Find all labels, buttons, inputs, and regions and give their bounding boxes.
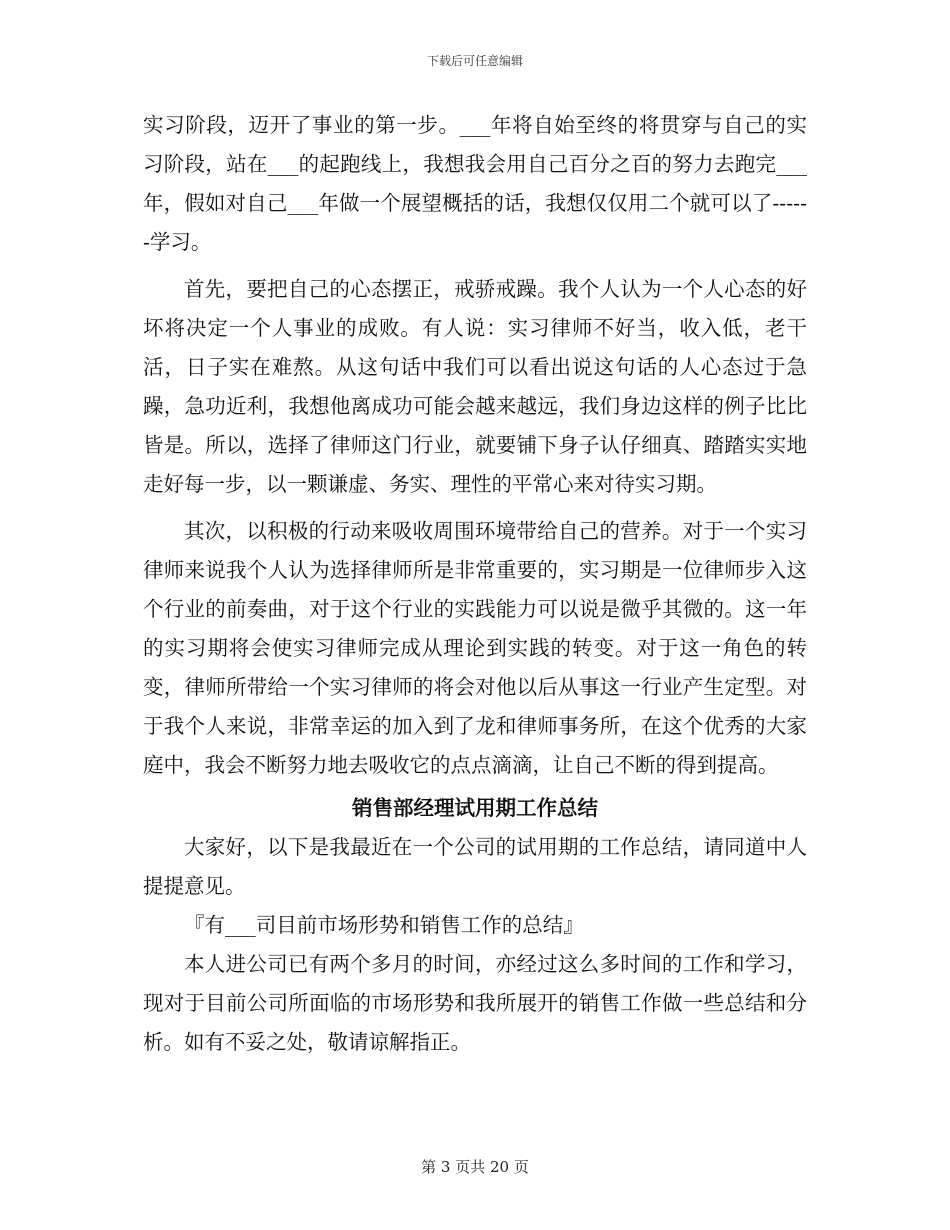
section-paragraph-2: 『有___司目前市场形势和销售工作的总结』 [184, 913, 584, 937]
page-header: 下载后可任意编辑 [426, 54, 523, 68]
section-paragraph-1: 大家好，以下是我最近在一个公司的试用期的工作总结，请同道中人提提意见。 [143, 835, 807, 898]
body-paragraph-1: 实习阶段，迈开了事业的第一步。___年将自始至终的将贯穿与自己的实习阶段，站在___的起跑线上，我想我会用自己百分之百的努力去跑完___年，假如对自己___年做一个展望概括的话，我想仅仅用二个就可以了------学习。 [143, 113, 807, 254]
body-paragraph-3: 其次，以积极的行动来吸收周围环境带给自己的营养。对于一个实习律师来说我个人认为选择律师所是非常重要的，实习期是一位律师步入这个行业的前奏曲，对于这个行业的实践能力可以说是微乎其微的。这一年的实习期将会使实习律师完成从理论到实践的转变。对于这一角色的转变，律师所带给一个实习律师的将会对他以后从事这一行业产生定型。对于我个人来说，非常幸运的加入到了龙和律师事务所，在这个优秀的大家庭中，我会不断努力地去吸收它的点点滴滴，让自己不断的得到提高。 [143, 519, 807, 777]
document-body [143, 106, 807, 1062]
section-title: 销售部经理试用期工作总结 [352, 796, 598, 820]
body-paragraph-2: 首先，要把自己的心态摆正，戒骄戒躁。我个人认为一个人心态的好坏将决定一个人事业的成败。有人说：实习律师不好当，收入低，老干活，日子实在难熬。从这句话中我们可以看出说这句话的人心态过于急躁，急功近利，我想他离成功可能会越来越远，我们身边这样的例子比比皆是。所以，选择了律师这门行业，就要铺下身子认仔细真、踏踏实实地走好每一步，以一颗谦虚、务实、理性的平常心来对待实习期。 [143, 277, 807, 496]
section-paragraph-3: 本人进公司已有两个多月的时间，亦经过这么多时间的工作和学习，现对于目前公司所面临的市场形势和我所展开的销售工作做一些总结和分析。如有不妥之处，敬请谅解指正。 [143, 952, 807, 1054]
page-footer: 第 3 页共 20 页 [421, 1158, 529, 1176]
